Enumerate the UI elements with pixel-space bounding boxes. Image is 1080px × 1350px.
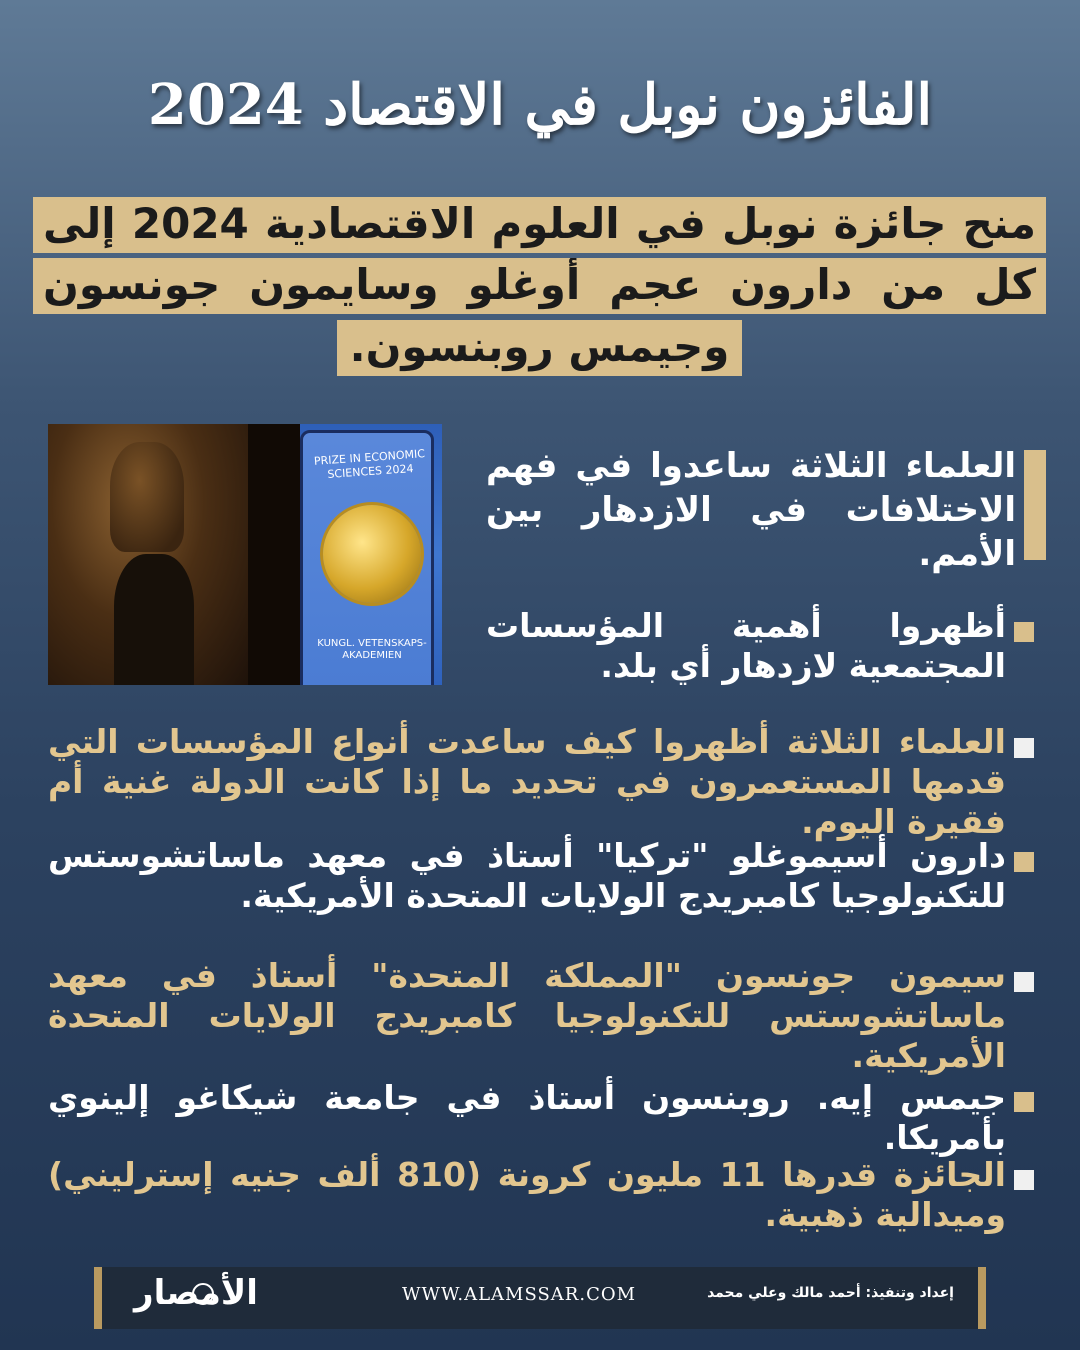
item-marker-bar xyxy=(1024,450,1046,560)
list-item: العلماء الثلاثة ساعدوا في فهم الاختلافات في الازدهار بين الأمم. xyxy=(486,446,1016,574)
credit-text: إعداد وتنفيذ: أحمد مالك وعلي محمد xyxy=(707,1285,954,1301)
list-item: العلماء الثلاثة أظهروا كيف ساعدت أنواع المؤسسات التي قدمها المستعمرون في تحديد ما إذا كانت الدولة غنية أم فقيرة اليوم. xyxy=(48,722,1006,841)
prize-title-text: PRIZE IN ECONOMIC SCIENCES 2024 xyxy=(313,447,426,481)
prize-screen xyxy=(300,430,434,685)
bullet-square-icon xyxy=(1014,738,1034,758)
lead-line-2: كل من دارون عجم أوغلو وسايمون جونسون xyxy=(33,258,1046,314)
bullet-square-icon xyxy=(1014,622,1034,642)
nobel-prize-photo xyxy=(48,424,442,685)
list-item: أظهروا أهمية المؤسسات المجتمعية لازدهار أي بلد. xyxy=(486,606,1006,685)
bullet-square-icon xyxy=(1014,852,1034,872)
gold-medal-icon xyxy=(323,505,421,603)
website-url[interactable]: WWW.ALAMSSAR.COM xyxy=(402,1284,637,1305)
footer-bar xyxy=(94,1267,986,1329)
prize-banner xyxy=(248,424,442,685)
bullet-square-icon xyxy=(1014,1092,1034,1112)
lead-line-3: وجيمس روبنسون. xyxy=(337,320,742,376)
person-silhouette xyxy=(114,554,194,685)
academy-text: KUNGL. VETENSKAPS- AKADEMIEN xyxy=(317,638,427,661)
bullet-square-icon xyxy=(1014,972,1034,992)
list-item: سيمون جونسون "المملكة المتحدة" أستاذ في معهد ماساتشوستس للتكنولوجيا كامبريدج الولايات المتحدة الأمريكية. xyxy=(48,956,1006,1075)
bullet-square-icon xyxy=(1014,1170,1034,1190)
bust-statue xyxy=(110,442,184,552)
list-item: الجائزة قدرها 11 مليون كرونة (810 ألف جنيه إسترليني) وميدالية ذهبية. xyxy=(48,1155,1006,1234)
list-item: جيمس إيه. روبنسون أستاذ في جامعة شيكاغو إلينوي بأمريكا. xyxy=(48,1078,1006,1157)
site-logo: الأمصار xyxy=(134,1273,258,1313)
page-title: الفائزون نوبل في الاقتصاد 2024 xyxy=(147,72,933,138)
list-item: دارون أسيموغلو "تركيا" أستاذ في معهد ماساتشوستس للتكنولوجيا كامبريدج الولايات المتحدة الأمريكية. xyxy=(48,836,1006,915)
globe-icon xyxy=(192,1283,214,1305)
banner-frame xyxy=(248,424,300,685)
lead-line-1: منح جائزة نوبل في العلوم الاقتصادية 2024 إلى xyxy=(33,197,1046,253)
